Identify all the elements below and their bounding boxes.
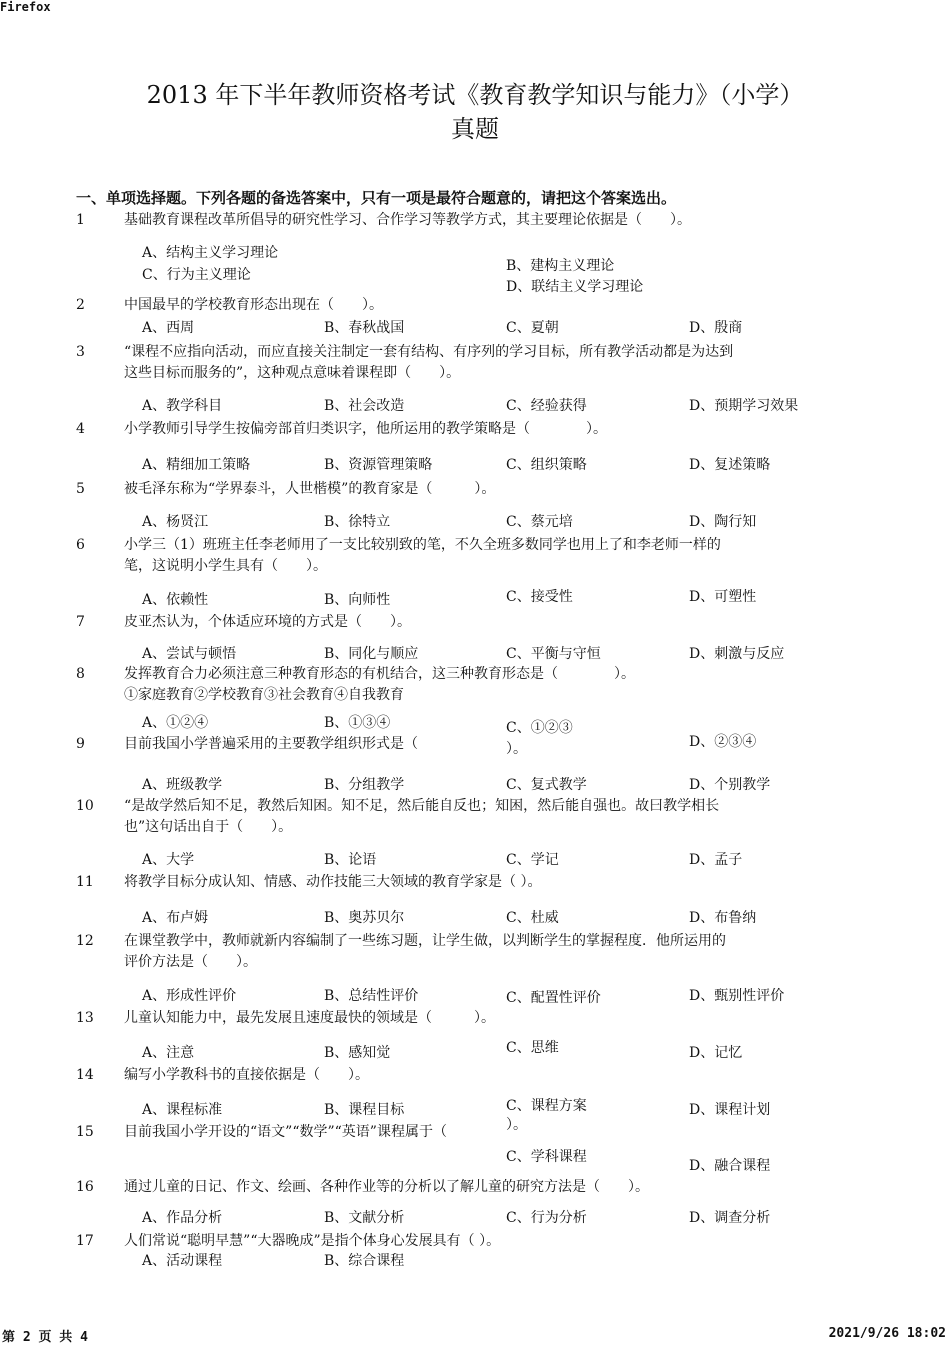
answer-option: D、预期学习效果 (689, 398, 799, 414)
answer-option: B、总结性评价 (324, 988, 419, 1004)
question-number: 4 (76, 421, 85, 437)
question-text: 目前我国小学开设的“语文”“数学”“英语”课程属于（ (124, 1124, 447, 1140)
answer-option: D、课程计划 (689, 1102, 771, 1118)
question-text: 评价方法是（ ）。 (124, 954, 257, 970)
question-text: 基础教育课程改革所倡导的研究性学习、合作学习等教学方式，其主要理论依据是（ ）。 (124, 212, 691, 228)
answer-option: C、蔡元培 (506, 514, 573, 530)
answer-option: A、课程标准 (142, 1102, 223, 1118)
document-title: 2013 年下半年教师资格考试《教育教学知识与能力》（小学） (146, 81, 804, 109)
answer-option: C、行为主义理论 (142, 267, 251, 283)
question-text: 小学教师引导学生按偏旁部首归类识字，他所运用的教学策略是（ ）。 (124, 421, 607, 437)
answer-option: C、经验获得 (506, 398, 587, 414)
question-text: 这些目标而服务的”，这种观点意味着课程即（ ）。 (124, 365, 461, 381)
answer-option: B、①③④ (324, 715, 391, 731)
answer-option: C、复式教学 (506, 777, 587, 793)
section-heading: 一、单项选择题。下列各题的备选答案中，只有一项是最符合题意的，请把这个答案选出。 (76, 189, 677, 207)
question-number: 6 (76, 537, 85, 553)
answer-option: D、记忆 (689, 1045, 743, 1061)
question-number: 2 (76, 297, 85, 313)
answer-option: A、杨贤江 (142, 514, 209, 530)
question-text: “是故学然后知不足，教然后知困。知不足，然后能自反也；知困，然后能自强也。故曰教学相长 (124, 798, 720, 814)
answer-option: B、社会改造 (324, 398, 405, 414)
answer-option: B、感知觉 (324, 1045, 391, 1061)
question-number: 9 (76, 736, 85, 752)
question-text: 将教学目标分成认知、情感、动作技能三大领域的教育学家是（ ）。 (124, 874, 542, 890)
question-text: 人们常说“聪明早慧”“大器晚成”是指个体身心发展具有（ ）。 (124, 1233, 501, 1249)
question-number: 7 (76, 614, 85, 630)
answer-option: B、资源管理策略 (324, 457, 433, 473)
answer-option: D、②③④ (689, 734, 757, 750)
question-text: “课程不应指向活动，而应直接关注制定一套有结构、有序列的学习目标，所有教学活动都是为达到 (124, 344, 734, 360)
question-number: 13 (76, 1010, 94, 1026)
answer-option: C、接受性 (506, 589, 573, 605)
answer-option: C、课程方案 (506, 1098, 587, 1114)
answer-option: B、论语 (324, 852, 377, 868)
answer-option: A、布卢姆 (142, 910, 209, 926)
answer-option: B、建构主义理论 (506, 258, 615, 274)
answer-option: A、大学 (142, 852, 195, 868)
question-text: 儿童认知能力中，最先发展且速度最快的领域是（ ）。 (124, 1010, 495, 1026)
question-text: 小学三（1）班班主任李老师用了一支比较别致的笔，不久全班多数同学也用上了和李老师一样的 (124, 537, 721, 553)
answer-option: D、调查分析 (689, 1210, 771, 1226)
answer-option: C、杜威 (506, 910, 559, 926)
answer-option: C、学记 (506, 852, 559, 868)
question-text: 在课堂教学中，教师就新内容编制了一些练习题，让学生做，以判断学生的掌握程度．他所运用的 (124, 933, 726, 949)
answer-option: A、形成性评价 (142, 988, 237, 1004)
question-text: 笔，这说明小学生具有（ ）。 (124, 558, 327, 574)
answer-option: B、文献分析 (324, 1210, 405, 1226)
answer-option: D、陶行知 (689, 514, 757, 530)
answer-option: A、班级教学 (142, 777, 223, 793)
answer-option: C、平衡与守恒 (506, 646, 601, 662)
answer-option: A、①②④ (142, 715, 209, 731)
answer-option: C、行为分析 (506, 1210, 587, 1226)
answer-option: B、春秋战国 (324, 320, 405, 336)
question-number: 5 (76, 481, 85, 497)
answer-option: D、个别教学 (689, 777, 771, 793)
question-number: 11 (76, 874, 94, 890)
question-number: 15 (76, 1124, 94, 1140)
question-text: 皮亚杰认为，个体适应环境的方式是（ ）。 (124, 614, 411, 630)
question-text: 通过儿童的日记、作文、绘画、各种作业等的分析以了解儿童的研究方法是（ ）。 (124, 1179, 649, 1195)
question-text: 发挥教育合力必须注意三种教育形态的有机结合，这三种教育形态是（ ）。 (124, 666, 635, 682)
answer-option: D、孟子 (689, 852, 743, 868)
answer-option: B、向师性 (324, 592, 391, 608)
answer-option: D、可塑性 (689, 589, 757, 605)
question-number: 1 (76, 212, 85, 228)
question-number: 3 (76, 344, 85, 360)
question-text: 目前我国小学普遍采用的主要教学组织形式是（ (124, 736, 418, 752)
answer-option: B、分组教学 (324, 777, 405, 793)
question-number: 17 (76, 1233, 94, 1249)
answer-option: B、同化与顺应 (324, 646, 419, 662)
answer-option: C、思维 (506, 1040, 559, 1056)
answer-option: C、配置性评价 (506, 990, 601, 1006)
question-text-continuation: ）。 (506, 1117, 527, 1133)
answer-option: D、复述策略 (689, 457, 771, 473)
answer-option: C、组织策略 (506, 457, 587, 473)
answer-option: B、综合课程 (324, 1253, 405, 1269)
answer-option: D、甄别性评价 (689, 988, 785, 1004)
answer-option: A、教学科目 (142, 398, 223, 414)
answer-option: A、结构主义学习理论 (142, 245, 279, 261)
browser-label: Firefox (0, 0, 51, 14)
document-title-line2: 真题 (451, 115, 499, 143)
page-number: 第 2 页 共 4 (2, 1330, 88, 1345)
answer-option: A、作品分析 (142, 1210, 223, 1226)
question-text: ①家庭教育②学校教育③社会教育④自我教育 (124, 687, 404, 703)
question-text-continuation: ）。 (506, 741, 527, 757)
answer-option: A、依赖性 (142, 592, 209, 608)
question-text: 中国最早的学校教育形态出现在（ ）。 (124, 297, 383, 313)
answer-option: D、殷商 (689, 320, 743, 336)
answer-option: C、学科课程 (506, 1149, 587, 1165)
question-text: 被毛泽东称为“学界泰斗，人世楷模”的教育家是（ ）。 (124, 481, 496, 497)
answer-option: D、刺激与反应 (689, 646, 785, 662)
answer-option: D、联结主义学习理论 (506, 279, 644, 295)
question-number: 12 (76, 933, 94, 949)
answer-option: B、徐特立 (324, 514, 391, 530)
question-number: 16 (76, 1179, 94, 1195)
question-number: 10 (76, 798, 94, 814)
answer-option: A、西周 (142, 320, 195, 336)
answer-option: D、融合课程 (689, 1158, 771, 1174)
answer-option: C、①②③ (506, 720, 573, 736)
answer-option: A、注意 (142, 1045, 195, 1061)
answer-option: A、尝试与顿悟 (142, 646, 237, 662)
question-text: 也”这句话出自于（ ）。 (124, 819, 293, 835)
question-number: 8 (76, 666, 85, 682)
timestamp: 2021/9/26 18:02 (828, 1326, 946, 1341)
answer-option: A、活动课程 (142, 1253, 223, 1269)
answer-option: C、夏朝 (506, 320, 559, 336)
answer-option: D、布鲁纳 (689, 910, 757, 926)
question-text: 编写小学教科书的直接依据是（ ）。 (124, 1067, 369, 1083)
answer-option: A、精细加工策略 (142, 457, 251, 473)
answer-option: B、课程目标 (324, 1102, 405, 1118)
question-number: 14 (76, 1067, 94, 1083)
answer-option: B、奥苏贝尔 (324, 910, 405, 926)
